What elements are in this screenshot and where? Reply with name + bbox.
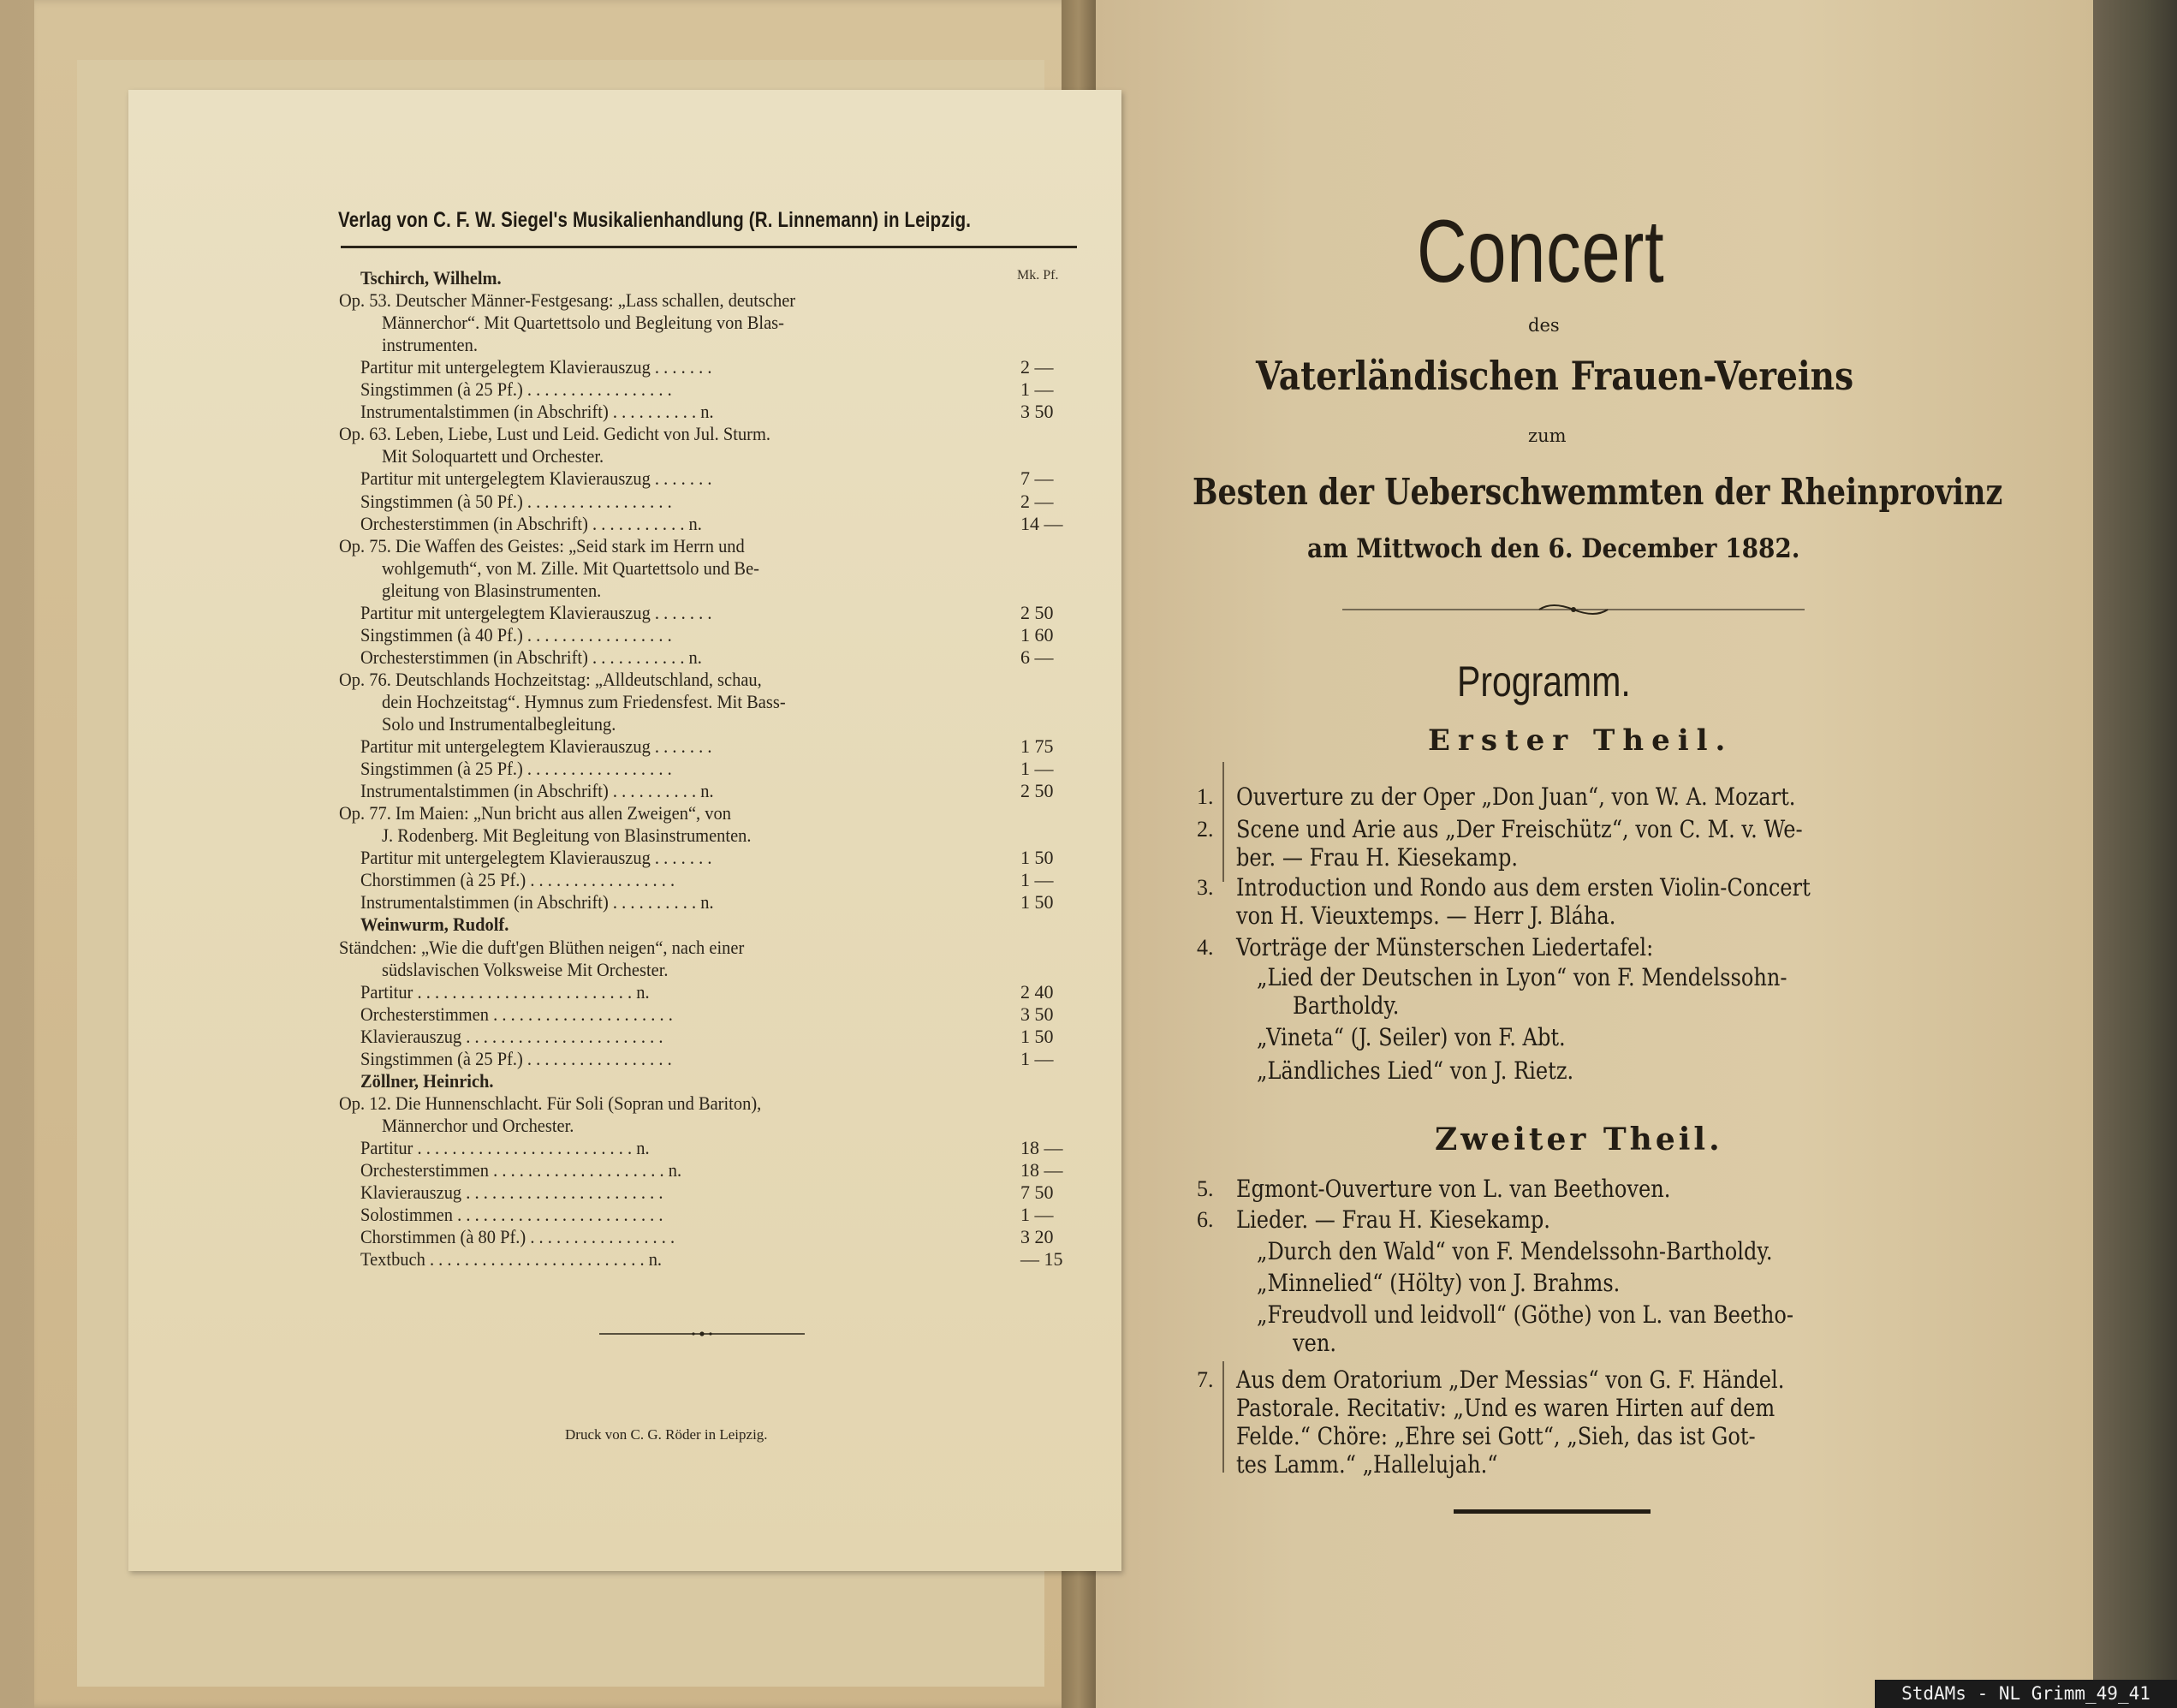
program-subitem-line: „Vineta“ (J. Seiler) von F. Abt. (1257, 1023, 1566, 1051)
catalog-line: Solo und Instrumentalbegleitung. (382, 713, 616, 735)
price-value: 2 — (1020, 490, 1054, 512)
price-value: 14 — (1020, 512, 1063, 534)
catalog-line: Op. 53. Deutscher Männer-Festgesang: „Lass schallen, deutscher (339, 289, 796, 312)
price-value: 18 — (1020, 1159, 1063, 1181)
program-item-line: Vorträge der Münsterschen Liedertafel: (1236, 933, 1654, 961)
concert-title: Concert (1417, 202, 1665, 301)
catalog-line: Partitur . . . . . . . . . . . . . . . . . . . . . . . . . n. (360, 1136, 650, 1158)
catalog-line: Partitur mit untergelegtem Klavierauszug . . . . . . . (360, 847, 712, 869)
printer-imprint: Druck von C. G. Röder in Leipzig. (565, 1426, 768, 1443)
part-two-heading: Zweiter Theil. (1435, 1122, 1723, 1158)
program-item-line: Felde.“ Chöre: „Ehre sei Gott“, „Sieh, das ist Got- (1236, 1422, 1756, 1450)
header-rule (341, 246, 1077, 248)
zum-label: zum (1528, 426, 1567, 446)
catalog-line: Klavierauszug . . . . . . . . . . . . . . . . . . . . . . . (360, 1181, 663, 1204)
price-value: 1 — (1020, 1047, 1054, 1069)
catalog-line: Orchesterstimmen (in Abschrift) . . . . . . . . . . . n. (360, 646, 702, 668)
price-value: 1 75 (1020, 735, 1054, 758)
program-item-number: 6. (1197, 1207, 1214, 1232)
catalog-line: Op. 63. Leben, Liebe, Lust und Leid. Gedicht von Jul. Sturm. (339, 423, 771, 445)
catalog-line: gleitung von Blasinstrumenten. (382, 579, 602, 601)
program-item-line: von H. Vieuxtemps. — Herr J. Bláha. (1236, 902, 1616, 930)
program-item-line: Scene und Arie aus „Der Freischütz“, von C. M. v. We- (1236, 815, 1803, 843)
price-value: 1 — (1020, 378, 1054, 401)
society-name: Vaterländischen Frauen-Vereins (1256, 353, 1854, 399)
price-value: 1 60 (1020, 623, 1054, 646)
catalog-line: Op. 75. Die Waffen des Geistes: „Seid stark im Herrn und (339, 534, 745, 556)
catalog-line: Partitur mit untergelegtem Klavierauszug . . . . . . . (360, 601, 712, 623)
price-value: 2 50 (1020, 780, 1054, 802)
catalog-line: wohlgemuth“, von M. Zille. Mit Quartettsolo und Be- (382, 556, 759, 579)
catalog-line: Op. 76. Deutschlands Hochzeitstag: „Alldeutschland, schau, (339, 668, 762, 690)
price-value: 3 50 (1020, 1003, 1054, 1025)
catalog-line: Männerchor“. Mit Quartettsolo und Begleitung von Blas- (382, 312, 784, 334)
price-value: 7 50 (1020, 1181, 1054, 1204)
program-item-line: Lieder. — Frau H. Kiesekamp. (1236, 1205, 1550, 1234)
margin-line (1222, 762, 1224, 882)
price-value: 1 — (1020, 758, 1054, 780)
title-ornament (1342, 603, 1805, 616)
catalog-line: Orchesterstimmen (in Abschrift) . . . . . . . . . . . n. (360, 512, 702, 534)
price-value: 1 50 (1020, 1025, 1054, 1047)
program-item-line: Pastorale. Recitativ: „Und es waren Hirten auf dem (1236, 1394, 1776, 1422)
price-value: 3 50 (1020, 401, 1054, 423)
price-value: 1 — (1020, 1204, 1054, 1226)
catalog-line: Orchesterstimmen . . . . . . . . . . . . . . . . . . . . n. (360, 1159, 682, 1181)
catalog-line: Op. 12. Die Hunnenschlacht. Für Soli (Sopran und Bariton), (339, 1092, 762, 1114)
price-value: 1 — (1020, 869, 1054, 891)
program-item-number: 4. (1197, 935, 1214, 960)
composer-heading: Weinwurm, Rudolf. (360, 914, 509, 936)
margin-line-lower (1222, 1361, 1224, 1473)
catalog-line: Instrumentalstimmen (in Abschrift) . . . . . . . . . . n. (360, 401, 714, 423)
catalog-line: Op. 77. Im Maien: „Nun bricht aus allen Zweigen“, von (339, 802, 731, 824)
catalog-line: Singstimmen (à 25 Pf.) . . . . . . . . . . . . . . . . . (360, 1047, 672, 1069)
price-value: 1 50 (1020, 847, 1054, 869)
price-value: 18 — (1020, 1136, 1063, 1158)
catalog-line: Partitur mit untergelegtem Klavierauszug . . . . . . . (360, 735, 712, 758)
catalog-line: instrumenten. (382, 334, 478, 356)
catalog-line: Singstimmen (à 40 Pf.) . . . . . . . . . . . . . . . . . (360, 623, 672, 646)
publisher-header: Verlag von C. F. W. Siegel's Musikalienhandlung (R. Linnemann) in Leipzig. (338, 208, 972, 232)
price-value: 2 40 (1020, 980, 1054, 1003)
program-subitem-line: „Lied der Deutschen in Lyon“ von F. Mendelssohn- (1257, 963, 1787, 991)
catalog-line: Mit Soloquartett und Orchester. (382, 445, 604, 467)
price-value: 1 50 (1020, 891, 1054, 914)
catalog-line: Männerchor und Orchester. (382, 1114, 574, 1136)
program-item-line: Egmont-Ouverture von L. van Beethoven. (1236, 1175, 1671, 1203)
book-edge (2093, 0, 2177, 1708)
part-one-heading: Erster Theil. (1428, 723, 1734, 758)
program-item-line: Ouverture zu der Oper „Don Juan“, von W. A. Mozart. (1236, 783, 1796, 811)
price-value: 2 50 (1020, 601, 1054, 623)
closing-rule (1454, 1509, 1651, 1514)
purpose-line: Besten der Ueberschwemmten der Rheinprovinz (1193, 471, 2003, 513)
catalog-line: Partitur . . . . . . . . . . . . . . . . . . . . . . . . . n. (360, 980, 650, 1003)
catalog-line: Textbuch . . . . . . . . . . . . . . . . . . . . . . . . . n. (360, 1248, 663, 1271)
program-item-line: Aus dem Oratorium „Der Messias“ von G. F. Händel. (1236, 1366, 1785, 1394)
des-label: des (1528, 315, 1560, 336)
catalog-line: Chorstimmen (à 80 Pf.) . . . . . . . . . . . . . . . . . (360, 1226, 675, 1248)
program-subitem-line: „Minnelied“ (Hölty) von J. Brahms. (1257, 1269, 1621, 1297)
catalog-line: Singstimmen (à 25 Pf.) . . . . . . . . . . . . . . . . . (360, 758, 672, 780)
catalog-line: Instrumentalstimmen (in Abschrift) . . . . . . . . . . n. (360, 780, 714, 802)
catalog-line: Singstimmen (à 50 Pf.) . . . . . . . . . . . . . . . . . (360, 490, 672, 512)
program-item-number: 5. (1197, 1176, 1214, 1201)
program-item-number: 1. (1197, 784, 1214, 809)
catalog-line: Partitur mit untergelegtem Klavierauszug . . . . . . . (360, 467, 712, 490)
catalog-line: Orchesterstimmen . . . . . . . . . . . . . . . . . . . . . (360, 1003, 673, 1025)
program-item-number: 7. (1197, 1367, 1214, 1392)
program-item-line: Introduction und Rondo aus dem ersten Violin-Concert (1236, 873, 1811, 902)
price-value: 7 — (1020, 467, 1054, 490)
program-subitem-line: Bartholdy. (1293, 991, 1400, 1020)
program-item-number: 2. (1197, 817, 1214, 842)
program-subitem-line: ven. (1293, 1329, 1337, 1357)
archive-stamp: StdAMs - NL Grimm_49_41 (1875, 1680, 2177, 1708)
catalog-line: J. Rodenberg. Mit Begleitung von Blasinstrumenten. (382, 824, 752, 847)
program-subitem-line: „Freudvoll und leidvoll“ (Göthe) von L. van Beetho- (1257, 1300, 1793, 1329)
ornament-divider (599, 1331, 805, 1336)
catalog-line: Ständchen: „Wie die duft'gen Blüthen neigen“, nach einer (339, 936, 745, 958)
concert-date: am Mittwoch den 6. December 1882. (1307, 533, 1800, 564)
program-subitem-line: „Durch den Wald“ von F. Mendelssohn-Bartholdy. (1257, 1237, 1773, 1265)
catalog-line: Solostimmen . . . . . . . . . . . . . . . . . . . . . . . . (360, 1204, 663, 1226)
catalog-line: Chorstimmen (à 25 Pf.) . . . . . . . . . . . . . . . . . (360, 869, 675, 891)
program-heading: Programm. (1457, 658, 1631, 705)
program-item-line: ber. — Frau H. Kiesekamp. (1236, 843, 1519, 872)
program-subitem-line: „Ländliches Lied“ von J. Rietz. (1257, 1056, 1574, 1085)
catalog-line: Klavierauszug . . . . . . . . . . . . . . . . . . . . . . . (360, 1025, 663, 1047)
catalog-line: Partitur mit untergelegtem Klavierauszug . . . . . . . (360, 356, 712, 378)
price-value: 6 — (1020, 646, 1054, 668)
catalog-line: Singstimmen (à 25 Pf.) . . . . . . . . . . . . . . . . . (360, 378, 672, 401)
catalog-line: südslavischen Volksweise Mit Orchester. (382, 958, 669, 980)
composer-heading: Tschirch, Wilhelm. (360, 267, 502, 289)
catalog-line: dein Hochzeitstag“. Hymnus zum Friedensfest. Mit Bass- (382, 690, 786, 712)
price-value: — 15 (1020, 1248, 1063, 1271)
program-item-number: 3. (1197, 875, 1214, 900)
catalog-line: Instrumentalstimmen (in Abschrift) . . . . . . . . . . n. (360, 891, 714, 914)
program-item-line: tes Lamm.“ „Hallelujah.“ (1236, 1450, 1498, 1479)
price-value: 2 — (1020, 356, 1054, 378)
price-value: 3 20 (1020, 1226, 1054, 1248)
price-column-header: Mk. Pf. (1017, 268, 1059, 283)
composer-heading: Zöllner, Heinrich. (360, 1069, 494, 1092)
